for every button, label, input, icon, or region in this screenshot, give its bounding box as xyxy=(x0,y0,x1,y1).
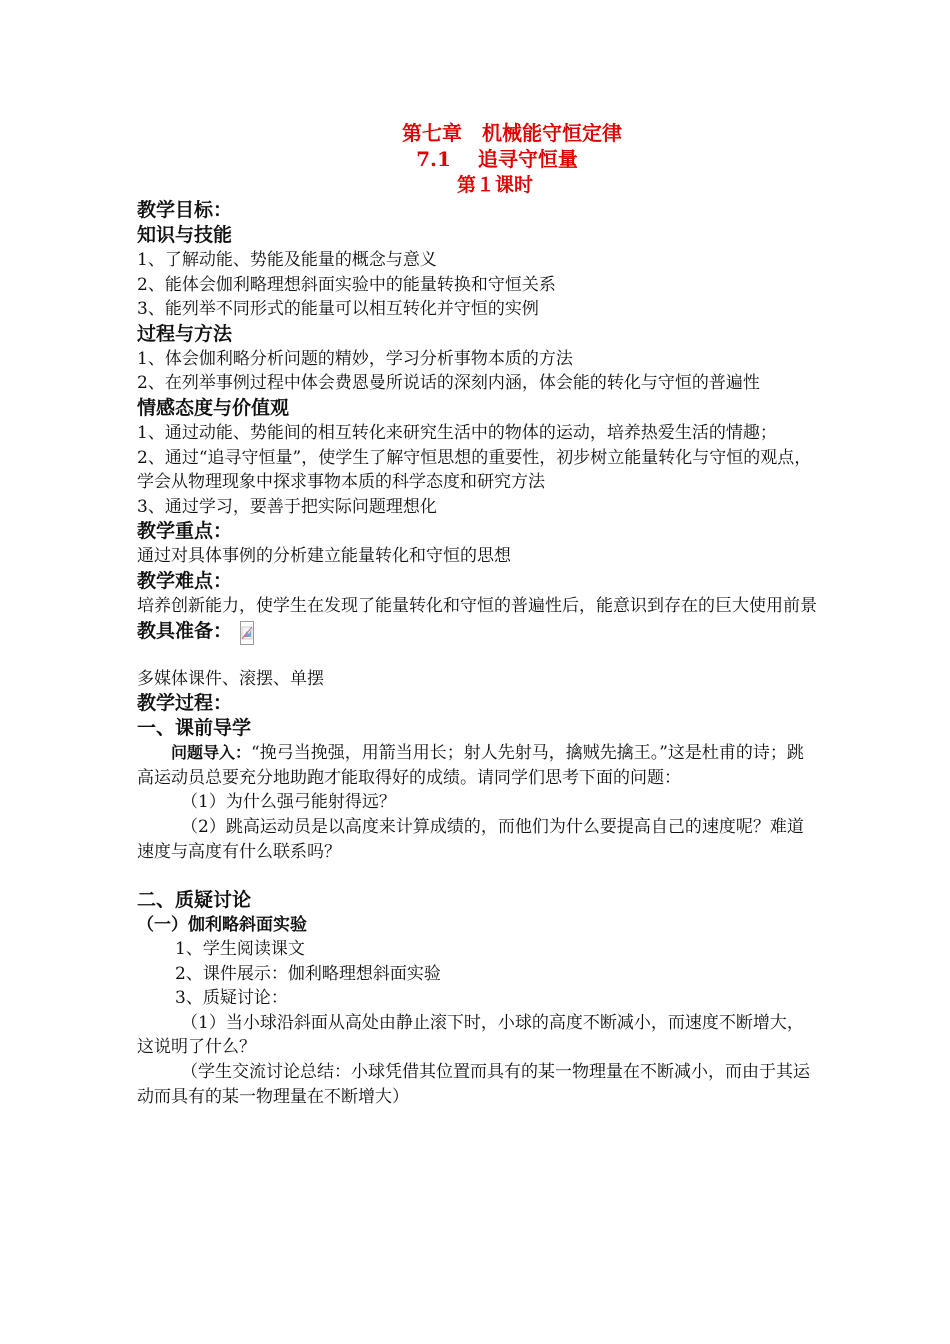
discussion-question: （1）当小球沿斜面从高处由静止滚下时，小球的高度不断减小，而速度不断增大，这说明了什么？ xyxy=(137,1012,804,1058)
question-2: （2）跳高运动员是以高度来计算成绩的，而他们为什么要提高自己的速度呢？难道速度与高度有什么联系吗？ xyxy=(137,816,804,862)
step-item: 3、质疑讨论： xyxy=(175,988,288,1009)
tools-heading: 教具准备： xyxy=(137,619,233,642)
key-points-heading: 教学重点： xyxy=(137,520,233,543)
step-item: 2、课件展示：伽利略理想斜面实验 xyxy=(175,963,441,984)
part1-heading: 一、课前导学 xyxy=(137,717,252,740)
process-item: 2、在列举事例过程中体会费恩曼所说话的深刻内涵，体会能的转化与守恒的普遍性 xyxy=(137,373,760,394)
part2-heading: 二、质疑讨论 xyxy=(137,889,252,912)
chapter-title: 第七章 机械能守恒定律 xyxy=(402,121,622,145)
tools-row xyxy=(137,619,817,667)
emotion-item: 2、通过“追寻守恒量”，使学生了解守恒思想的重要性，初步树立能量转化与守恒的观点，学会从物理现象中探求事物本质的科学态度和研究方法 xyxy=(137,447,812,493)
question-1: （1）为什么强弓能射得远？ xyxy=(181,792,396,813)
step-item: 1、学生阅读课文 xyxy=(175,939,305,960)
intro-text: “挽弓当挽强，用箭当用长；射人先射马，擒贼先擒王。”这是杜甫的诗；跳高运动员总要充分地助跑才能取得好的成绩。请同学们思考下面的问题： xyxy=(137,743,804,788)
key-points-text: 通过对具体事例的分析建立能量转化和守恒的思想 xyxy=(137,546,511,567)
broken-image-icon xyxy=(240,621,254,645)
process-method-heading: 过程与方法 xyxy=(137,322,233,345)
lesson-title: 第１课时 xyxy=(456,174,533,196)
discussion-summary: （学生交流讨论总结：小球凭借其位置而具有的某一物理量在不断减小，而由于其运动而具有的某一物理量在不断增大） xyxy=(137,1062,810,1107)
document-page xyxy=(137,120,817,1109)
process-item: 1、体会伽利略分析问题的精妙，学习分析事物本质的方法 xyxy=(137,348,573,369)
tools-text: 多媒体课件、滚摆、单摆 xyxy=(137,668,324,689)
emotion-item: 1、通过动能、势能间的相互转化来研究生活中的物体的运动，培养热爱生活的情趣； xyxy=(137,422,777,443)
objectives-heading: 教学目标： xyxy=(137,199,233,221)
knowledge-item: 2、能体会伽利略理想斜面实验中的能量转换和守恒关系 xyxy=(137,274,556,295)
intro-lead: 问题导入： xyxy=(171,743,252,763)
emotion-item: 3、通过学习，要善于把实际问题理想化 xyxy=(137,496,437,517)
intro-paragraph xyxy=(137,741,817,790)
knowledge-item: 1、了解动能、势能及能量的概念与意义 xyxy=(137,250,437,270)
difficulties-text: 培养创新能力，使学生在发现了能量转化和守恒的普遍性后，能意识到存在的巨大使用前景 xyxy=(137,595,817,616)
emotion-heading: 情感态度与价值观 xyxy=(137,396,290,419)
galileo-heading: （一）伽利略斜面实验 xyxy=(137,915,307,936)
knowledge-item: 3、能列举不同形式的能量可以相互转化并守恒的实例 xyxy=(137,299,539,320)
knowledge-heading: 知识与技能 xyxy=(137,224,233,246)
teaching-process-heading: 教学过程： xyxy=(137,692,233,715)
difficulties-heading: 教学难点： xyxy=(137,569,233,592)
spacer xyxy=(137,864,817,888)
section-title: 7.1 追寻守恒量 xyxy=(416,147,578,171)
